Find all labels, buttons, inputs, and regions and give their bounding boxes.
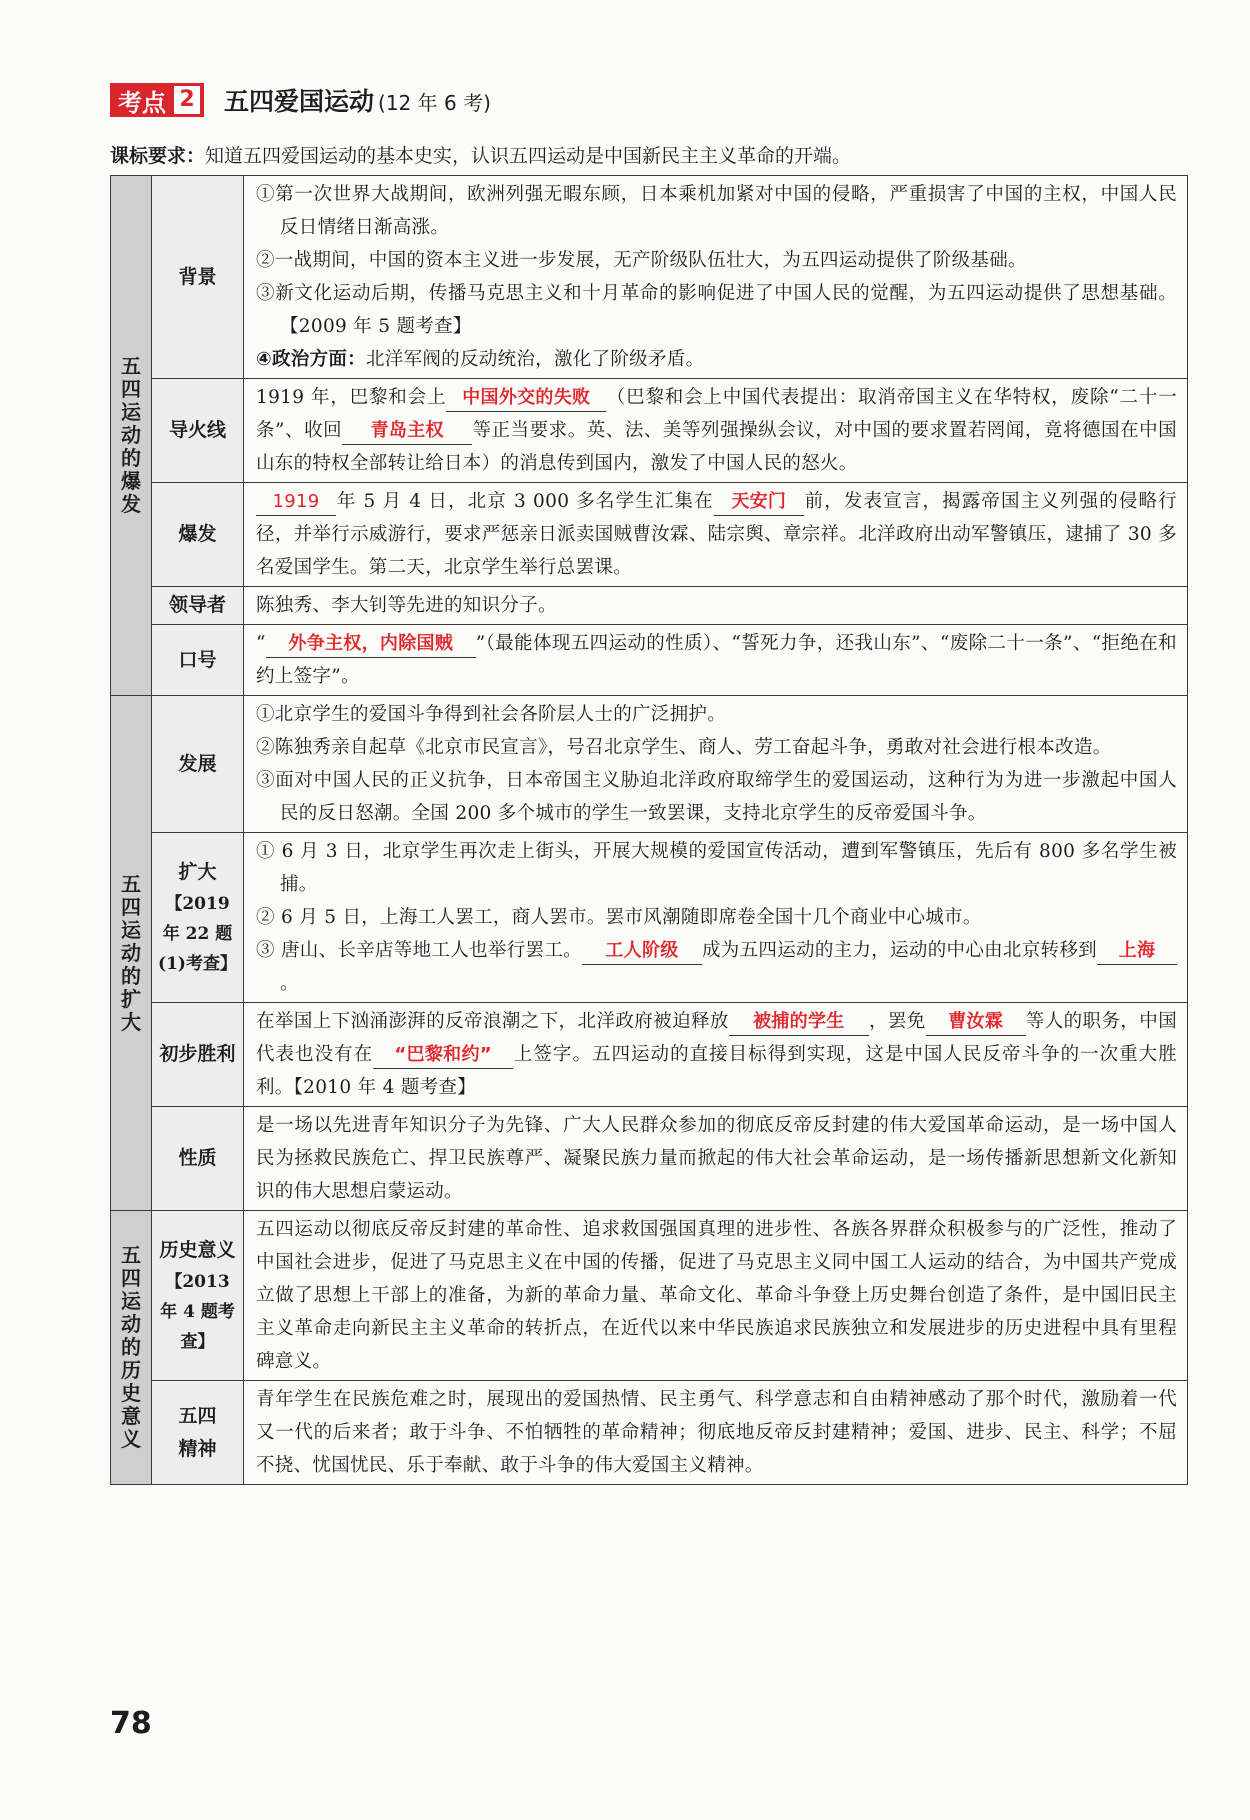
row-label-main: 五四精神 xyxy=(178,1404,217,1460)
section-expansion-label: 五四运动的扩大 xyxy=(121,871,141,1034)
answer-blank xyxy=(729,1009,869,1036)
row-content: 五四运动以彻底反帝反封建的革命性、追求救国强国真理的进步性、各族各界群众积极参与的广泛性，推动了中国社会进步，促进了马克思主义在中国的传播，促进了马克思主义同中国工人运动的结合，为中国共产党成立做了思想上干部上的准备，为新的革命力量、革命文化、革命斗争登上历史舞台创造了条件，是中国旧民主主义革命走向新民主主义革命的转折点，在近代以来中华民族追求民族独立和发展进步的历史进程中具有里程碑意义。 xyxy=(244,1211,1188,1381)
row-label xyxy=(152,1211,244,1381)
topic-title xyxy=(224,82,491,118)
answer-blank xyxy=(714,489,804,516)
requirement-label: 课标要求： xyxy=(110,145,206,167)
row-significance xyxy=(111,1211,1188,1381)
answer-blank xyxy=(446,385,606,412)
list-item: ③面对中国人民的正义抗争，日本帝国主义胁迫北洋政府取缔学生的爱国运动，这种行为为进一步激起中国人民的反日怒潮。全国 200 多个城市的学生一致罢课，支持北京学生的反帝爱国斗争。 xyxy=(256,770,1177,824)
text-segment: 1919 年，巴黎和会上 xyxy=(256,387,447,408)
text-segment: 上签字。五四运动的直接目标得到实现，这是中国人民反帝斗争的一次重大胜利。【2010 年 4 题考查】 xyxy=(256,1044,1177,1098)
row-content xyxy=(244,176,1188,379)
topic-badge-label: 考点 xyxy=(118,88,166,117)
section-significance xyxy=(111,1211,152,1485)
list-item: ①北京学生的爱国斗争得到社会各阶层人士的广泛拥护。 xyxy=(256,704,727,725)
row-leaders xyxy=(111,587,1188,625)
text-segment: 等正当要求。英、法、美等列强操纵会议，对中国的要求置若罔闻，竟将德国在中国山东的特权全部转让给日本）的消息传到国内，激发了中国人民的怒火。 xyxy=(256,420,1177,474)
row-expansion xyxy=(111,833,1188,1003)
list-item xyxy=(256,934,1177,1000)
requirement-text: 知道五四爱国运动的基本史实，认识五四运动是中国新民主主义革命的开端。 xyxy=(205,145,852,167)
text-segment: “ xyxy=(256,633,266,654)
answer-text: 外争主权，内除国贼 xyxy=(288,633,454,654)
list-item xyxy=(256,343,1177,376)
answer-text: 被捕的学生 xyxy=(753,1011,845,1032)
answer-text: “巴黎和约” xyxy=(394,1044,492,1065)
answer-text: 中国外交的失败 xyxy=(462,387,591,408)
topic-exam-count: (12 年 6 考) xyxy=(378,91,491,115)
row-content xyxy=(244,379,1188,483)
row-content xyxy=(244,625,1188,696)
list-item: ②一战期间，中国的资本主义进一步发展，无产阶级队伍壮大，为五四运动提供了阶级基础。 xyxy=(256,250,1027,271)
text-segment: （巴黎和会上中国代表提出：取消帝国主义在华特权，废除“二十一条”、收回 xyxy=(256,387,1178,441)
row-development xyxy=(111,696,1188,833)
section-outbreak xyxy=(111,176,152,696)
row-label: 发展 xyxy=(152,696,244,833)
row-content: 青年学生在民族危难之时，展现出的爱国热情、民主勇气、科学意志和自由精神感动了那个时代，激励着一代又一代的后来者；敢于斗争、不怕牺牲的革命精神；彻底地反帝反封建精神；爱国、进步、民主、科学；不屈不挠、忧国忧民、乐于奉献、敢于斗争的伟大爱国主义精神。 xyxy=(244,1381,1188,1485)
row-label: 初步胜利 xyxy=(152,1003,244,1107)
topic-badge-number: 2 xyxy=(172,84,202,116)
section-significance-label: 五四运动的历史意义 xyxy=(121,1243,141,1451)
row-label-main: 扩大 xyxy=(178,861,217,883)
row-label: 背景 xyxy=(152,176,244,379)
answer-blank xyxy=(926,1009,1026,1036)
row-content xyxy=(244,1003,1188,1107)
answer-text: 上海 xyxy=(1118,940,1156,961)
row-content xyxy=(244,483,1188,587)
answer-blank xyxy=(256,489,336,516)
list-item: ②陈独秀亲自起草《北京市民宣言》，号召北京学生、商人、劳工奋起斗争，勇敢对社会进行根本改造。 xyxy=(256,737,1112,758)
text-segment: 年 5 月 4 日，北京 3 000 多名学生汇集在 xyxy=(336,491,714,512)
text-segment: 等人的职务，中国代表也没有在 xyxy=(256,1011,1177,1065)
text-segment: ③ 唐山、长辛店等地工人也举行罢工。 xyxy=(256,940,582,961)
page-number: 78 xyxy=(110,1706,152,1741)
curriculum-requirement xyxy=(110,141,1190,168)
row-label-exam-ref: 【2013 年 4 题考查】 xyxy=(160,1272,235,1352)
text-segment: ”（最能体现五四运动的性质）、“誓死力争，还我山东”、“废除二十一条”、“拒绝在和约上签字”。 xyxy=(256,633,1177,687)
answer-blank xyxy=(582,938,702,965)
answer-text: 1919 xyxy=(272,491,320,512)
row-background xyxy=(111,176,1188,379)
row-may-fourth-spirit xyxy=(111,1381,1188,1485)
topic-badge xyxy=(110,83,204,117)
text-segment: ，罢免 xyxy=(868,1011,926,1032)
row-trigger xyxy=(111,379,1188,483)
item-bold-lead: ④政治方面： xyxy=(256,349,366,370)
topic-title-text: 五四爱国运动 xyxy=(224,87,375,116)
row-label xyxy=(152,833,244,1003)
row-content: 是一场以先进青年知识分子为先锋、广大人民群众参加的彻底反帝反封建的伟大爱国革命运动，是一场中国人民为拯救民族危亡、捍卫民族尊严、凝聚民族力量而掀起的伟大社会革命运动，是一场传播新思想新文化新知识的伟大思想启蒙运动。 xyxy=(244,1107,1188,1211)
knowledge-table xyxy=(110,175,1188,1485)
answer-blank xyxy=(342,418,472,445)
row-initial-victory xyxy=(111,1003,1188,1107)
answer-blank xyxy=(266,631,476,658)
row-label-exam-ref: 【2019 年 22 题(1)考查】 xyxy=(158,894,237,974)
item-text: 北洋军阀的反动统治，激化了阶级矛盾。 xyxy=(365,349,705,370)
row-label: 导火线 xyxy=(152,379,244,483)
list-item: ①第一次世界大战期间，欧洲列强无暇东顾，日本乘机加紧对中国的侵略，严重损害了中国的主权，中国人民反日情绪日渐高涨。 xyxy=(256,184,1177,238)
row-label: 口号 xyxy=(152,625,244,696)
row-label: 性质 xyxy=(152,1107,244,1211)
list-item: ② 6 月 5 日，上海工人罢工，商人罢市。罢市风潮随即席卷全国十几个商业中心城市。 xyxy=(256,907,982,928)
section-expansion xyxy=(111,696,152,1211)
row-nature xyxy=(111,1107,1188,1211)
row-slogans xyxy=(111,625,1188,696)
list-item: ① 6 月 3 日，北京学生再次走上街头，开展大规模的爱国宣传活动，遭到军警镇压，先后有 800 多名学生被捕。 xyxy=(256,841,1177,895)
text-segment: 在举国上下汹涌澎湃的反帝浪潮之下，北洋政府被迫释放 xyxy=(256,1011,729,1032)
answer-text: 工人阶级 xyxy=(605,940,679,961)
row-label: 爆发 xyxy=(152,483,244,587)
answer-blank xyxy=(1097,938,1177,965)
text-segment: 成为五四运动的主力，运动的中心由北京转移到 xyxy=(701,940,1097,961)
answer-text: 天安门 xyxy=(731,491,787,512)
row-content xyxy=(244,696,1188,833)
row-label xyxy=(152,1381,244,1485)
list-item: ③新文化运动后期，传播马克思主义和十月革命的影响促进了中国人民的觉醒，为五四运动提供了思想基础。【2009 年 5 题考查】 xyxy=(256,283,1177,337)
row-outbreak xyxy=(111,483,1188,587)
answer-text: 青岛主权 xyxy=(370,420,444,441)
text-segment: 。 xyxy=(280,973,299,994)
section-outbreak-label: 五四运动的爆发 xyxy=(121,354,141,516)
topic-header xyxy=(110,80,491,120)
answer-blank xyxy=(373,1042,513,1069)
text-segment: 前，发表宣言，揭露帝国主义列强的侵略行径，并举行示威游行，要求严惩亲日派卖国贼曹汝霖、陆宗舆、章宗祥。北洋政府出动军警镇压，逮捕了 30 多名爱国学生。第二天，北京学生举行总罢课。 xyxy=(256,491,1177,578)
row-content: 陈独秀、李大钊等先进的知识分子。 xyxy=(244,587,1188,625)
row-content xyxy=(244,833,1188,1003)
row-label-main: 历史意义 xyxy=(159,1239,236,1261)
answer-text: 曹汝霖 xyxy=(948,1011,1004,1032)
row-label: 领导者 xyxy=(152,587,244,625)
